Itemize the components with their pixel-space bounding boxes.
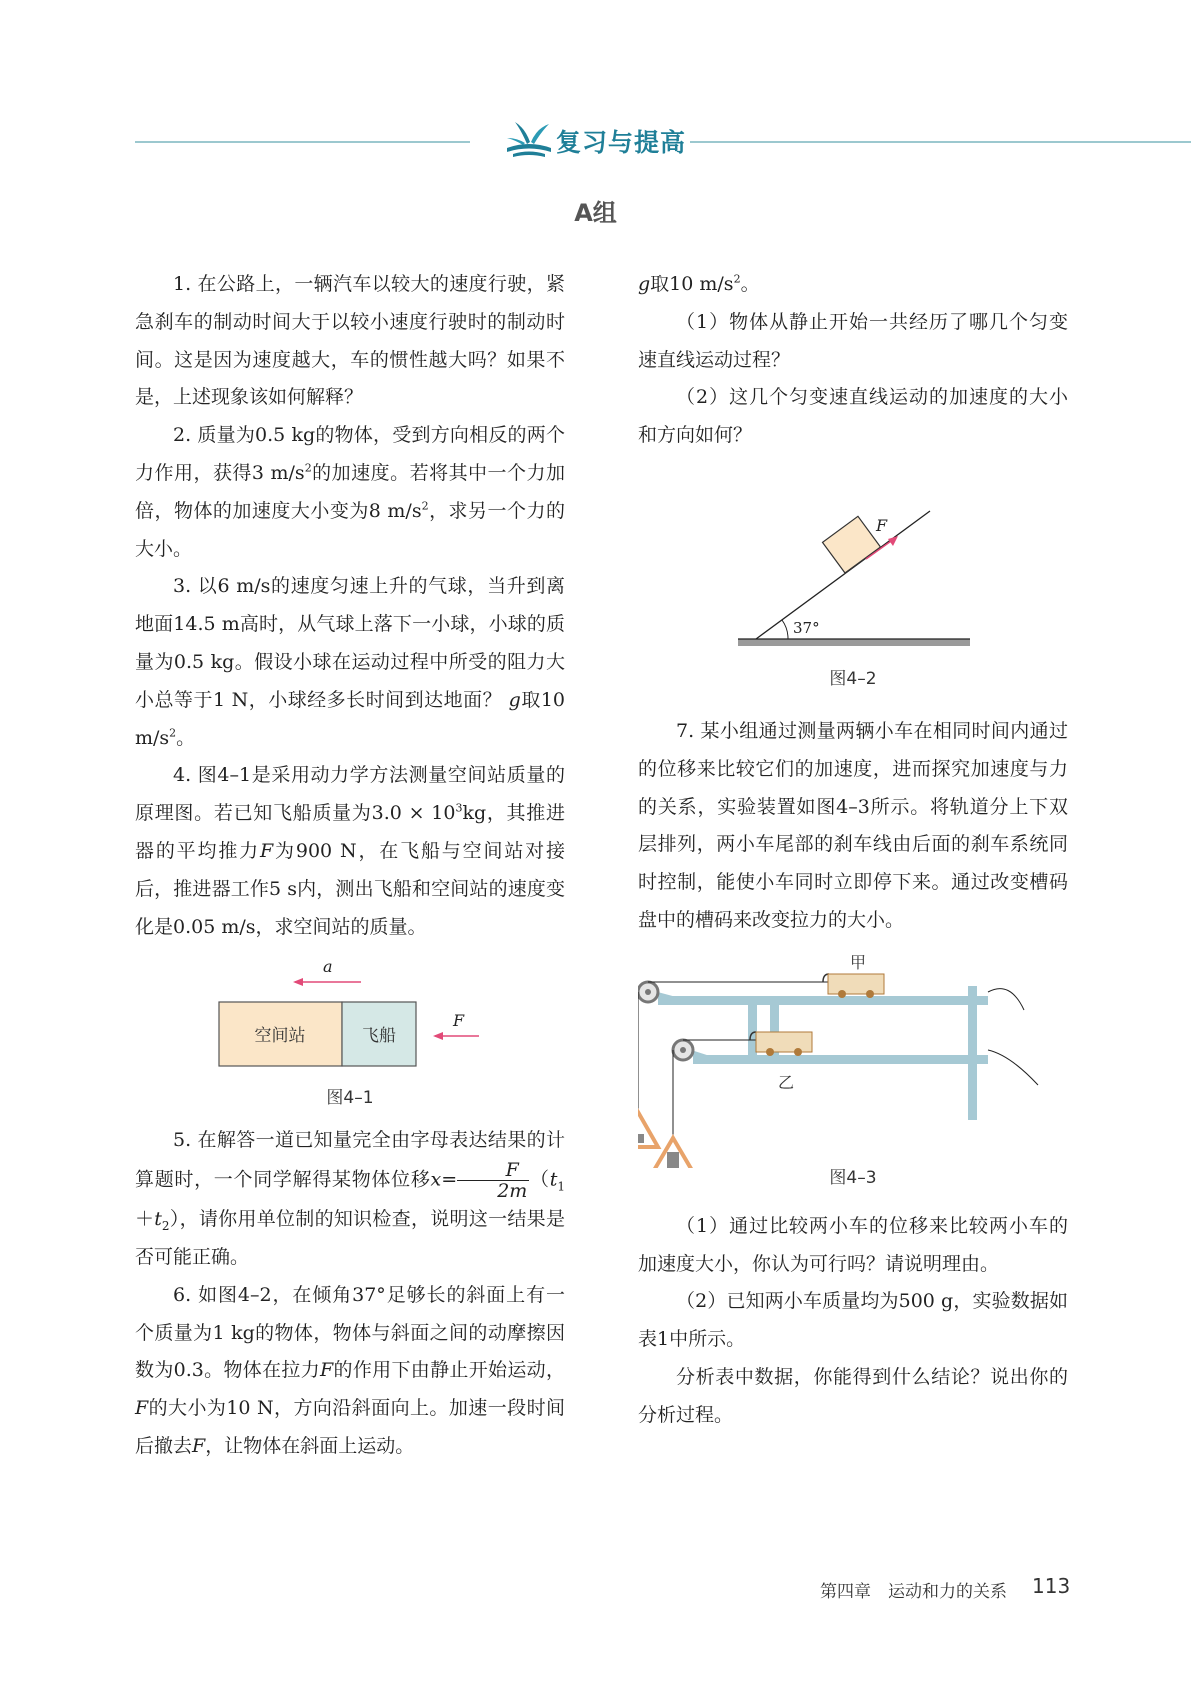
spaceship-label: 飞船 [362, 1026, 396, 1047]
right-column [638, 266, 1068, 1435]
group-title: A组 [574, 199, 617, 227]
figure-4-3-caption: 图4–3 [829, 1167, 877, 1188]
cart-jia [828, 974, 884, 994]
header-logo-icon [503, 118, 555, 162]
force-label: F [453, 1011, 465, 1031]
track-upper [658, 996, 988, 1005]
block [823, 516, 881, 573]
ground [738, 639, 970, 646]
figure-4-2 [638, 455, 1068, 713]
acceleration-label: a [323, 957, 333, 977]
problem-5: 5. 在解答一道已知量完全由字母表达结果的计算题时，一个同学解得某物体位移x= $\frac{F}{2m}$ $(t_1+t_2)$，请你用单位制的知识检查，说明这一结果是否可能正确。 [135, 1129, 565, 1268]
problem-7: 7. 某小组通过测量两辆小车在相同时间内通过的位移来比较它们的加速度，进而探究加速度与力的关系，实验装置如图4–3所示。将轨道分上下双层排列，两小车尾部的刹车线由后面的刹车系统同时控制，能使小车同时立即停下来。通过改变槽码盘中的槽码来改变拉力的大小。 [638, 719, 1068, 931]
space-station-label: 空间站 [254, 1026, 306, 1047]
page-number: 113 [1032, 1574, 1071, 1598]
figure-4-1-diagram [135, 946, 565, 1086]
problem-7-question-1: （1）通过比较两小车的位移来比较两小车的加速度大小，你认为可行吗？请说明理由。 [638, 1214, 1068, 1275]
figure-4-2-diagram [638, 455, 1068, 655]
problem-4: 4. 图4–1是采用动力学方法测量空间站质量的原理图。若已知飞船质量为$3.0 \times 10^3kg$，其推进器的平均推力F为900 N，在飞船与空间站对接后，推进器工作5 s内，测出飞船和空间站的速度变化是0.05 m/s，求空间站的质量。 [135, 764, 565, 938]
problem-2: 2. 质量为0.5 kg的物体，受到方向相反的两个力作用，获得3 $m/s^2$的加速度。若将其中一个力加倍，物体的加速度大小变为8 $m/s^2$，求另一个力的大小。 [135, 424, 565, 560]
acceleration-arrowhead [293, 978, 303, 986]
header-rule-left [135, 141, 470, 143]
problem-6-continued: g取10 $m/s^2$。 [638, 272, 760, 295]
problem-7-question-2: （2）已知两小车质量均为500 g，实验数据如表1中所示。 [638, 1290, 1068, 1351]
support-right [968, 986, 977, 1120]
problem-6: 6. 如图4–2，在倾角37°足够长的斜面上有一个质量为1 kg的物体，物体与斜面之间的动摩擦因数为0.3。物体在拉力F的作用下由静止开始运动，F的大小为10 N，方向沿斜面向上。加速一段时间后撤去F，让物体在斜面上运动。 [135, 1283, 565, 1457]
cart-yi [756, 1032, 812, 1052]
cart-yi-label: 乙 [777, 1072, 795, 1092]
figure-4-3 [638, 940, 1068, 1208]
problem-6-question-1: （1）物体从静止开始一共经历了哪几个匀变速直线运动过程？ [638, 310, 1068, 371]
problem-3: 3. 以6 m/s的速度匀速上升的气球，当升到离地面14.5 m高时，从气球上落下一小球，小球的质量为0.5 kg。假设小球在运动过程中所受的阻力大小总等于1 N，小球经多长时间到达地面？ g取10 $m/s^2$。 [135, 575, 565, 749]
left-column [135, 266, 565, 1466]
chapter-footer: 第四章 运动和力的关系 [820, 1582, 1007, 1602]
track-lower [693, 1055, 988, 1064]
force-arrowhead [433, 1032, 443, 1040]
brake-wire-top [988, 988, 1024, 1009]
problem-7-question-3: 分析表中数据，你能得到什么结论？说出你的分析过程。 [638, 1365, 1068, 1426]
figure-4-2-caption: 图4–2 [829, 668, 877, 689]
figure-4-1-caption: 图4–1 [326, 1088, 374, 1109]
brake-wire-bottom [988, 1050, 1038, 1085]
cart-jia-label: 甲 [849, 952, 867, 972]
section-title: 复习与提高 [556, 128, 687, 157]
pull-force-arrowhead [888, 536, 898, 546]
angle-label: 37° [793, 618, 820, 637]
fraction: $\frac{F}{2m}$ [457, 1160, 529, 1201]
pull-force-label: F [876, 515, 888, 535]
problem-6-question-2: （2）这几个匀变速直线运动的加速度的大小和方向如何？ [638, 386, 1068, 447]
header-rule-right [690, 141, 1191, 143]
angle-arc [782, 620, 788, 639]
figure-4-1 [135, 946, 565, 1122]
problem-1: 1. 在公路上，一辆汽车以较大的速度行驶，紧急刹车的制动时间大于以较小速度行驶时的制动时间。这是因为速度越大，车的惯性越大吗？如果不是，上述现象该如何解释？ [135, 273, 565, 409]
figure-4-3-diagram [638, 940, 1068, 1168]
